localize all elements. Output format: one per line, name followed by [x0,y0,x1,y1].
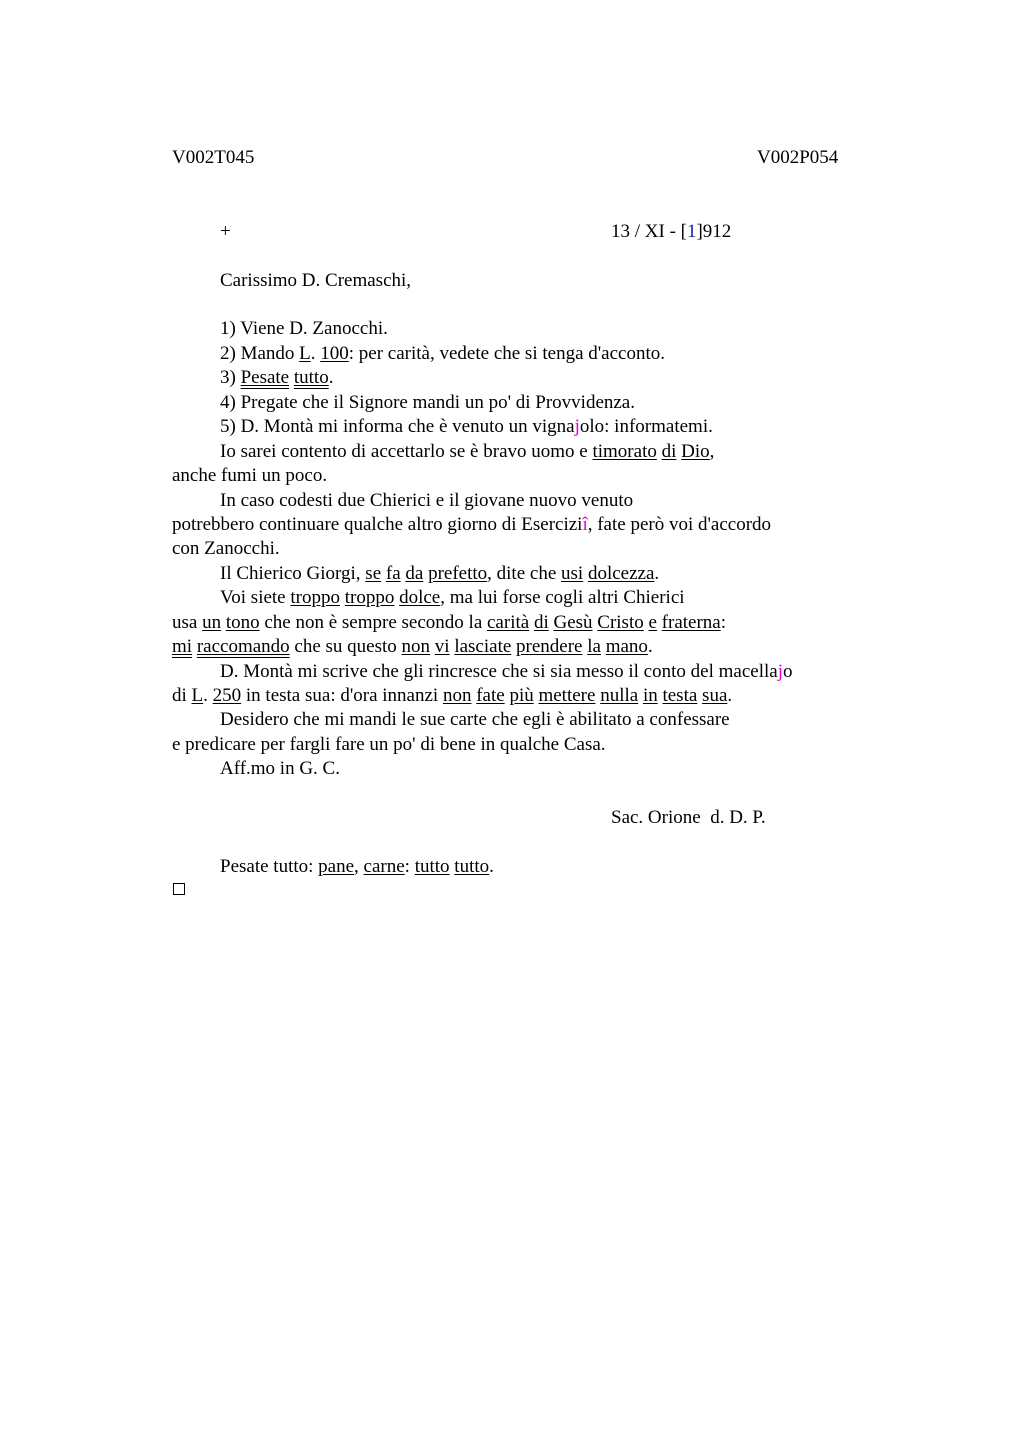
ps-colon: : [404,856,415,877]
p5-word-non: non [442,685,472,706]
item-3 [220,366,333,390]
p4-word-mi: mi [172,636,193,657]
p4-word-gesu: Gesù [553,612,593,633]
ps-word-tutto-1: tutto [414,856,450,877]
item-2-prefix: 2) Mando [220,343,300,364]
p1-word-dio: Dio [681,441,710,462]
postscript [220,855,494,879]
document-code-right: V002P054 [757,147,839,168]
p5-word-piu: più [509,685,534,706]
p4-word-mano: mano [605,636,648,657]
p3-end: . [654,563,660,584]
end-box-icon [173,883,185,895]
item-5-before: 5) D. Montà mi informa che è venuto un vigna [220,416,575,437]
cross-mark: + [220,221,231,242]
paragraph-2-line-1: In caso codesti due Chierici e il giovane nuovo venuto [220,490,634,511]
p4-word-un: un [202,612,222,633]
ps-word-pane: pane [318,856,355,877]
paragraph-4-line-3 [172,635,653,659]
p1-word-di: di [661,441,677,462]
p4-word-tono: tono [225,612,260,633]
p4-l2-end: : [720,612,727,633]
date-before: 13 / XI - [ [611,221,687,242]
p4-l3-mid: che su questo [289,636,402,657]
p5-word-mettere: mettere [538,685,596,706]
p3-mid: , dite che [487,563,562,584]
ps-comma: , [354,856,364,877]
p3-word-usi: usi [561,563,584,584]
p5-l2-start: di [172,685,192,706]
p4-word-cristo: Cristo [597,612,644,633]
item-3-word-tutto: tutto [293,367,329,388]
p4-word-troppo-1: troppo [290,587,340,608]
p4-l1-end: , ma lui forse cogli altri Chierici [440,587,685,608]
ps-start: Pesate tutto: [220,856,319,877]
p5-l2-end: . [727,685,733,706]
p5-word-in: in [642,685,658,706]
p4-l3-end: . [647,636,653,657]
closing: Aff.mo in G. C. [220,758,340,779]
p5-l2-mid: in testa sua: d'ora innanzi [241,685,443,706]
ps-word-carne: carne [363,856,405,877]
p5-after: o [782,661,793,682]
p4-word-non: non [401,636,431,657]
paragraph-6-line-2: e predicare per fargli fare un po' di bene in qualche Casa. [172,734,606,755]
p4-l2-mid: che non è sempre secondo la [259,612,487,633]
p2-mark: î [582,514,588,535]
p5-before: D. Montà mi scrive che gli rincresce che si sia messo il conto del macella [220,661,778,682]
item-3-word-pesate: Pesate [240,367,290,388]
paragraph-1-line-1 [220,440,714,464]
p4-word-raccomando: raccomando [196,636,290,657]
p5-word-fate: fate [476,685,505,706]
p4-word-lasciate: lasciate [454,636,512,657]
document-code-left: V002T045 [172,147,255,168]
p5-word-sua: sua [702,685,728,706]
item-1: 1) Viene D. Zanocchi. [220,318,388,339]
paragraph-4-line-1 [220,586,685,610]
ps-end: . [489,856,494,877]
paragraph-2-line-2 [172,513,771,537]
p5-dot: . [203,685,213,706]
item-2 [220,342,665,366]
p4-word-vi: vi [434,636,450,657]
item-2-currency: L [299,343,311,364]
p5-amount: 250 [212,685,242,706]
paragraph-4-line-2 [172,611,726,635]
p3-word-dolcezza: dolcezza [587,563,655,584]
item-5-mark: j [574,416,580,437]
p2-after: , fate però voi d'accordo [587,514,772,535]
p1-comma: , [709,441,715,462]
p4-l1-start: Voi siete [220,587,291,608]
paragraph-5-line-2 [172,684,732,708]
p3-word-fa: fa [385,563,401,584]
item-2-dot: . [310,343,321,364]
signature: Sac. Orione d. D. P. [611,807,766,828]
p4-word-fraterna: fraterna [661,612,721,633]
p1-word-timorato: timorato [592,441,657,462]
ps-word-tutto-2: tutto [454,856,490,877]
date-bracket-number: 1 [686,221,697,242]
item-3-end: . [328,367,334,388]
p4-l2-start: usa [172,612,203,633]
p5-currency: L [191,685,204,706]
item-2-amount: 100 [320,343,349,364]
paragraph-6-line-1: Desidero che mi mandi le sue carte che egli è abilitato a confessare [220,709,730,730]
p4-word-di: di [533,612,549,633]
item-3-prefix: 3) [220,367,241,388]
p4-word-carita: carità [487,612,530,633]
paragraph-3 [220,562,659,586]
p4-word-dolce: dolce [399,587,441,608]
letter-date [611,220,731,244]
paragraph-2-line-3: con Zanocchi. [172,538,280,559]
p4-word-la: la [587,636,601,657]
item-2-rest: : per carità, vedete che si tenga d'acconto. [348,343,666,364]
p4-word-prendere: prendere [516,636,583,657]
p3-word-da: da [405,563,424,584]
item-4: 4) Pregate che il Signore mandi un po' di Provvidenza. [220,392,635,413]
paragraph-1-line-2: anche fumi un poco. [172,465,328,486]
date-after: ]912 [696,221,732,242]
p5-word-nulla: nulla [600,685,639,706]
p1-text: Io sarei contento di accettarlo se è bravo uomo e [220,441,593,462]
item-5-after: olo: informatemi. [579,416,713,437]
p4-word-troppo-2: troppo [344,587,395,608]
salutation: Carissimo D. Cremaschi, [220,270,412,291]
p2-before: potrebbero continuare qualche altro giorno di Esercizi [172,514,583,535]
p3-word-se: se [365,563,382,584]
p4-word-e: e [648,612,657,633]
p5-mark: j [777,661,783,682]
p3-word-prefetto: prefetto [428,563,488,584]
p3-start: Il Chierico Giorgi, [220,563,366,584]
paragraph-5-line-1 [220,660,792,684]
item-5 [220,415,713,439]
p5-word-testa: testa [662,685,698,706]
